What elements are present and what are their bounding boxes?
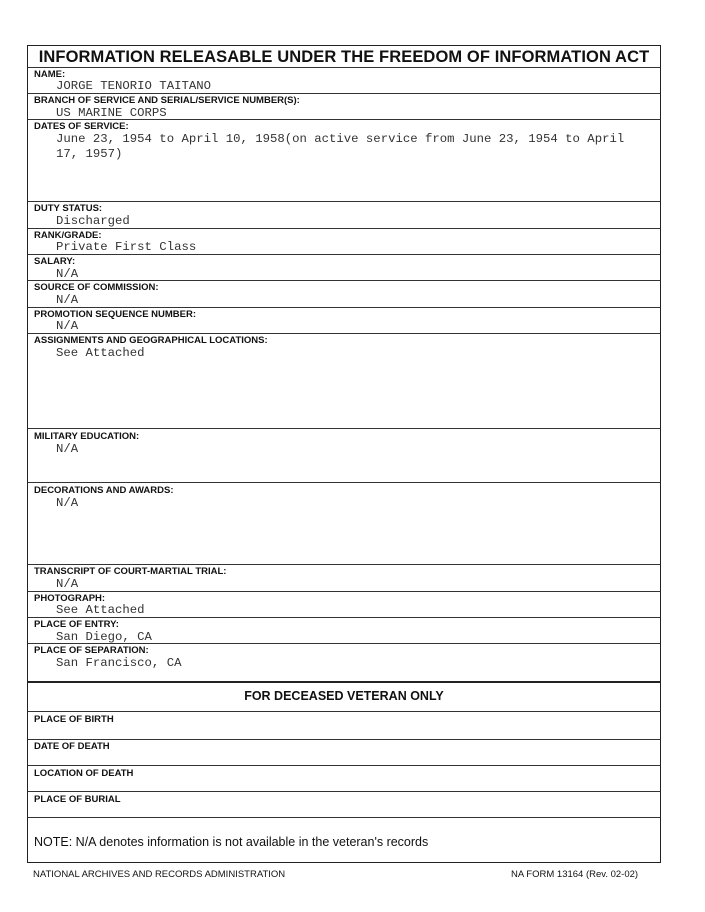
education-label: MILITARY EDUCATION:	[34, 431, 140, 442]
branch-label: BRANCH OF SERVICE AND SERIAL/SERVICE NUMBER(S):	[34, 95, 300, 106]
entry-value: San Diego, CA	[56, 630, 152, 644]
divider	[28, 711, 660, 712]
divider	[28, 228, 660, 229]
form-title: INFORMATION RELEASABLE UNDER THE FREEDOM OF INFORMATION ACT	[38, 48, 650, 66]
salary-label: SALARY:	[34, 256, 76, 267]
divider	[28, 119, 660, 120]
location-of-death-label: LOCATION OF DEATH	[34, 768, 134, 779]
dates-value: June 23, 1954 to April 10, 1958(on active service from June 23, 1954 to April 17, 1957)	[56, 132, 625, 161]
court-martial-label: TRANSCRIPT OF COURT-MARTIAL TRIAL:	[34, 566, 227, 577]
promotion-label: PROMOTION SEQUENCE NUMBER:	[34, 309, 197, 320]
divider	[28, 201, 660, 202]
branch-value: US MARINE CORPS	[56, 106, 167, 120]
divider	[28, 591, 660, 592]
divider	[28, 254, 660, 255]
divider	[28, 280, 660, 281]
divider	[28, 791, 660, 792]
divider	[28, 428, 660, 429]
form-number: NA FORM 13164 (Rev. 02-02)	[511, 869, 639, 880]
place-of-birth-label: PLACE OF BIRTH	[34, 714, 114, 725]
rank-value: Private First Class	[56, 240, 197, 254]
foia-form	[27, 45, 661, 863]
date-of-death-label: DATE OF DEATH	[34, 741, 110, 752]
divider	[28, 643, 660, 644]
duty-status-label: DUTY STATUS:	[34, 203, 103, 214]
decorations-label: DECORATIONS AND AWARDS:	[34, 485, 174, 496]
commission-value: N/A	[56, 293, 79, 307]
salary-value: N/A	[56, 267, 79, 281]
divider	[28, 333, 660, 334]
divider	[28, 307, 660, 308]
name-value: JORGE TENORIO TAITANO	[56, 79, 211, 93]
commission-label: SOURCE OF COMMISSION:	[34, 282, 159, 293]
dates-label: DATES OF SERVICE:	[34, 121, 129, 132]
photograph-value: See Attached	[56, 603, 145, 617]
entry-label: PLACE OF ENTRY:	[34, 619, 119, 630]
section-divider	[28, 681, 660, 683]
divider	[28, 93, 660, 94]
divider	[28, 765, 660, 766]
divider	[28, 564, 660, 565]
divider	[28, 739, 660, 740]
divider	[28, 67, 660, 68]
name-label: NAME:	[34, 69, 66, 80]
court-martial-value: N/A	[56, 577, 79, 591]
rank-label: RANK/GRADE:	[34, 230, 102, 241]
photograph-label: PHOTOGRAPH:	[34, 593, 106, 604]
duty-status-value: Discharged	[56, 214, 130, 228]
education-value: N/A	[56, 442, 79, 456]
separation-label: PLACE OF SEPARATION:	[34, 645, 149, 656]
divider	[28, 617, 660, 618]
assignments-value: See Attached	[56, 346, 145, 360]
decorations-value: N/A	[56, 496, 79, 510]
promotion-value: N/A	[56, 319, 79, 333]
agency-footer: NATIONAL ARCHIVES AND RECORDS ADMINISTRATION	[33, 869, 286, 880]
place-of-burial-label: PLACE OF BURIAL	[34, 794, 121, 805]
na-note: NOTE: N/A denotes information is not available in the veteran's records	[34, 835, 429, 849]
assignments-label: ASSIGNMENTS AND GEOGRAPHICAL LOCATIONS:	[34, 335, 268, 346]
deceased-section-title: FOR DECEASED VETERAN ONLY	[244, 689, 444, 703]
divider	[28, 817, 660, 818]
divider	[28, 482, 660, 483]
separation-value: San Francisco, CA	[56, 656, 182, 670]
